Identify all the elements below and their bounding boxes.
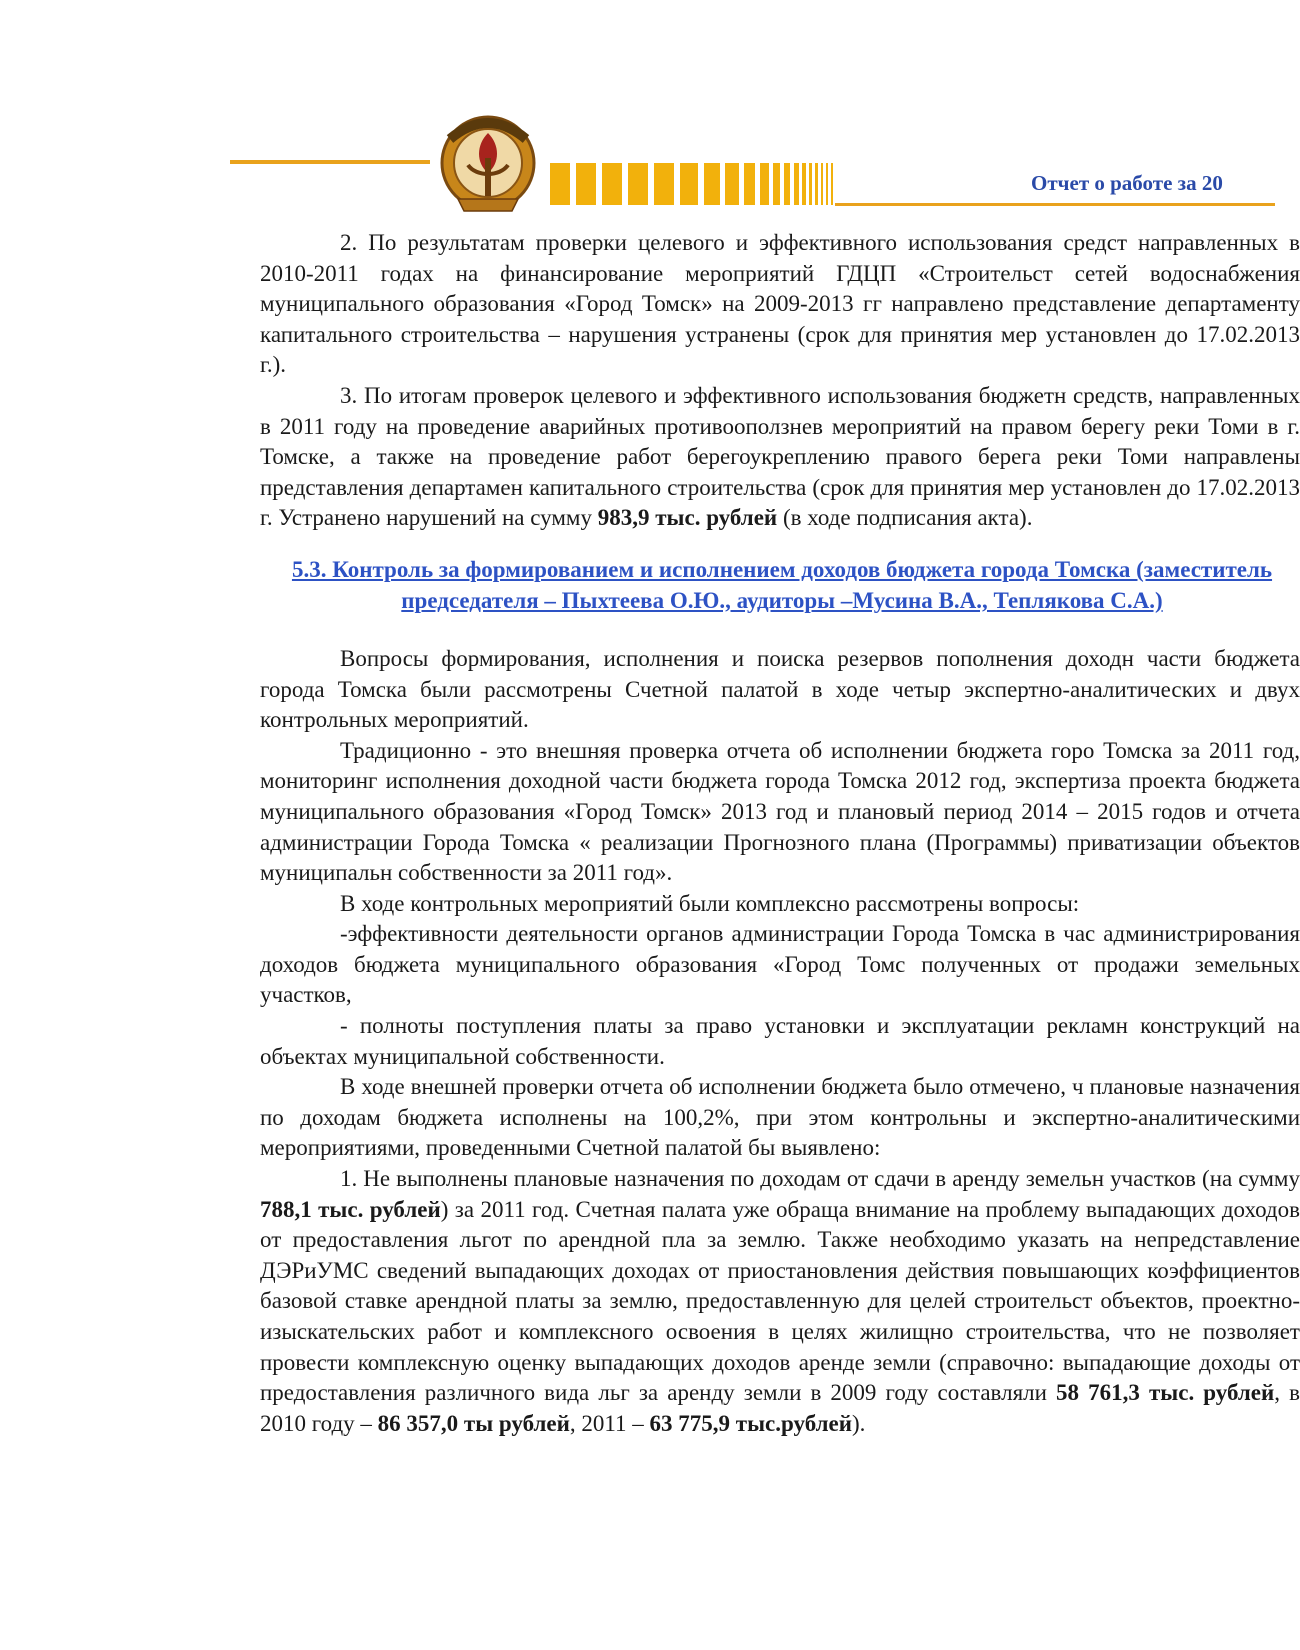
paragraph-9: 1. Не выполнены плановые назначения по доходам от сдачи в аренду земельн участков (на сумму 788,1 тыс. рублей) за 2011 год. Счетная палата уже обраща внимание на проблему выпадающих доходов от предоставления льгот по арендной пла за землю. Также необходимо указать на непредставление ДЭРиУМС сведений выпадающих доходах от приостановления действия повышающих коэффициентов базовой ставке арендной платы за землю, предоставленную для целей строительст объектов, проектно-изыскательских работ и комплексного освоения в целях жилищно строительства, что не позволяет провести комплексную оценку выпадающих доходов аренде земли (справочно: выпадающие доходы от предоставления различного вида льг за аренду земли в 2009 году составляли 58 761,3 тыс. рублей, в 2010 году – 86 357,0 ты рублей, 2011 – 63 775,9 тыс.рублей). [260,1166,1300,1436]
paragraph-6: -эффективности деятельности органов администрации Города Томска в час администрирования доходов бюджета муниципального образования «Город Томс полученных от продажи земельных участков, [260,921,1300,1008]
emblem-logo [428,103,548,223]
paragraph-5: В ходе контрольных мероприятий были комплексно рассмотрены вопросы: [340,890,1080,916]
document-body [260,228,1300,1439]
header-stripe-bar [550,163,835,205]
header-rule-left [230,160,430,164]
section-heading-5-3: 5.3. Контроль за формированием и исполнением доходов бюджета города Томска (заместитель председателя – Пыхтеева О.Ю., аудиторы –Мусина В.А., Теплякова С.А.) [291,556,1273,613]
report-title: Отчет о работе за 20 [1031,171,1223,195]
paragraph-7: - полноты поступления платы за право установки и эксплуатации рекламн конструкций на объектах муниципальной собственности. [260,1013,1300,1069]
paragraph-8: В ходе внешней проверки отчета об исполнении бюджета было отмечено, ч плановые назначения по доходам бюджета исполнены на 100,2%, при этом контрольны и экспертно-аналитическими мероприятиями, проведенными Счетной палатой бы выявлено: [260,1074,1300,1161]
paragraph-2: 3. По итогам проверок целевого и эффективного использования бюджетн средств, направленных в 2011 году на проведение аварийных противооползнев мероприятий на правом берегу реки Томи в г. Томске, а также на проведение работ берегоукреплению правого берега реки Томи направлены представления департамен капитального строительства (срок для принятия мер установлен до 17.02.2013 г. Устранено нарушений на сумму 983,9 тыс. рублей (в ходе подписания акта). [260,382,1300,531]
paragraph-3: Вопросы формирования, исполнения и поиска резервов пополнения доходн части бюджета города Томска были рассмотрены Счетной палатой в ходе четыр экспертно-аналитических и двух контрольных мероприятий. [260,645,1300,733]
paragraph-4: Традиционно - это внешняя проверка отчета об исполнении бюджета горо Томска за 2011 год, мониторинг исполнения доходной части бюджета города Томска 2012 год, экспертиза проекта бюджета муниципального образования «Город Томск» 2013 год и плановый период 2014 – 2015 годов и отчета администрации Города Томска « реализации Прогнозного плана (Программы) приватизации объектов муниципальн собственности за 2011 год». [260,737,1300,886]
header-rule-right [835,203,1275,206]
paragraph-1: 2. По результатам проверки целевого и эффективного использования средст направленных в 2010-2011 годах на финансирование мероприятий ГДЦП «Строительст сетей водоснабжения муниципального образования «Город Томск» на 2009-2013 гг направлено представление департаменту капитального строительства – нарушения устранены (срок для принятия мер установлен до 17.02.2013 г.). [260,230,1300,378]
